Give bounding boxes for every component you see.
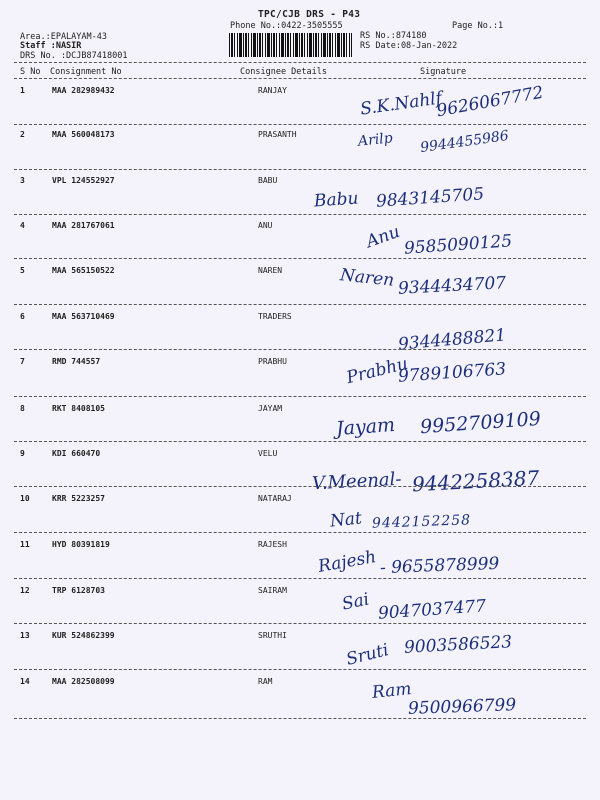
signature-phone: - 9655878999 [379,553,500,579]
signature-phone: 9843145705 [375,184,485,212]
signature-name: S.K.Nahlf [359,88,444,120]
signature-phone: 9626067772 [435,82,546,122]
signature-phone: 9047037477 [377,596,487,624]
row-sno: 11 [20,540,30,549]
row-divider [14,486,586,487]
drs-number: DRS No. :DCJB87418001 [20,51,128,61]
signature-phone: 9789106763 [397,359,507,387]
row-consignment: KRR 5223257 [52,494,105,503]
col-header-sno: S No [20,67,41,77]
signature-name: V.Meenal- [311,468,402,495]
column-header-divider [14,78,586,79]
row-consignment: RKT 8408105 [52,404,105,413]
signature-name: Sai [340,589,372,615]
col-header-consignment: Consignment No [50,67,122,77]
table-row [0,176,600,227]
signature-name: Jayam [335,413,396,441]
signature-name: Ram [371,678,413,704]
row-divider [14,532,586,533]
signature-name: Naren [339,265,396,291]
row-divider [14,669,586,670]
row-sno: 5 [20,266,25,275]
table-row [0,312,600,363]
row-consignee: JAYAM [258,404,283,413]
signature-name: Sruti [344,640,391,670]
signature-name: Nat [329,508,363,532]
row-consignee: PRASANTH [258,130,297,139]
header-divider [14,62,586,63]
row-divider [14,349,586,350]
row-sno: 12 [20,586,30,595]
row-sno: 1 [20,86,25,95]
signature-phone: 9442152258 [371,512,472,532]
rs-number: RS No.:874180 [360,31,427,41]
row-consignee: RANJAY [258,86,287,95]
row-consignee: NATARAJ [258,494,292,503]
row-consignee: VELU [258,449,278,458]
row-sno: 13 [20,631,30,640]
row-consignment: MAA 565150522 [52,266,115,275]
row-consignment: KDI 660470 [52,449,101,458]
row-consignee: NAREN [258,266,283,275]
signature-phone: 9952709109 [419,407,542,439]
table-row [0,127,600,181]
signature-name: Prabhu [344,353,410,389]
row-divider [14,304,586,305]
table-row [0,494,600,545]
staff-label: Staff :NASIR [20,41,82,51]
signature-name: Arilp [357,130,394,150]
row-sno: 4 [20,221,25,230]
row-divider [14,396,586,397]
table-row [0,677,600,728]
row-consignment: TRP 6128703 [52,586,105,595]
row-consignment: RMD 744557 [52,357,101,366]
row-consignee: RAJESH [258,540,287,549]
row-consignee: TRADERS [258,312,292,321]
col-header-consignee: Consignee Details [240,67,327,77]
row-consignment: VPL 124552927 [52,176,115,185]
row-sno: 8 [20,404,25,413]
row-consignment: MAA 282989432 [52,86,115,95]
signature-phone: 9442258387 [411,465,540,497]
table-row [0,631,600,682]
signature-phone: 9500966799 [407,695,517,719]
row-consignment: MAA 563710469 [52,312,115,321]
row-divider [14,718,586,719]
barcode-image [229,33,352,57]
table-row [0,540,600,591]
table-row [0,586,600,637]
row-consignee: ANU [258,221,273,230]
signature-phone: 9585090125 [403,231,513,259]
row-sno: 14 [20,677,30,686]
row-consignment: HYD 80391819 [52,540,110,549]
signature-phone: 9003586523 [403,632,513,658]
area-label: Area.:EPALAYAM-43 [20,32,107,42]
row-consignment: MAA 281767061 [52,221,115,230]
table-row [0,449,600,500]
row-divider [14,214,586,215]
col-header-signature: Signature [420,67,467,77]
signature-name: Babu [313,188,360,212]
row-divider [14,578,586,579]
row-consignee: BABU [258,176,278,185]
signature-name: Anu [363,221,403,253]
table-row [0,404,600,455]
row-consignee: PRABHU [258,357,287,366]
phone-number: Phone No.:0422-3505555 [230,21,343,31]
signature-phone: 9344434707 [397,273,507,299]
row-divider [14,441,586,442]
rs-date: RS Date:08-Jan-2022 [360,41,458,51]
row-consignee: RAM [258,677,273,686]
row-sno: 7 [20,357,25,366]
document-title: TPC/CJB DRS - P43 [258,9,361,20]
row-consignment: MAA 560048173 [52,130,115,139]
table-row [0,353,600,408]
row-sno: 3 [20,176,25,185]
row-divider [14,258,586,259]
row-consignee: SRUTHI [258,631,287,640]
signature-name: Rajesh [316,547,378,577]
signature-phone: 9344488821 [397,325,507,355]
page-number: Page No.:1 [452,21,504,31]
row-divider [14,169,586,170]
row-sno: 10 [20,494,30,503]
row-consignee: SAIRAM [258,586,287,595]
row-sno: 9 [20,449,25,458]
row-sno: 6 [20,312,25,321]
row-sno: 2 [20,130,25,139]
signature-phone: 9944455986 [419,127,510,157]
row-consignment: MAA 282508099 [52,677,115,686]
row-divider [14,124,586,125]
row-consignment: KUR 524862399 [52,631,115,640]
table-row [0,266,600,317]
table-row [0,221,600,272]
row-divider [14,623,586,624]
